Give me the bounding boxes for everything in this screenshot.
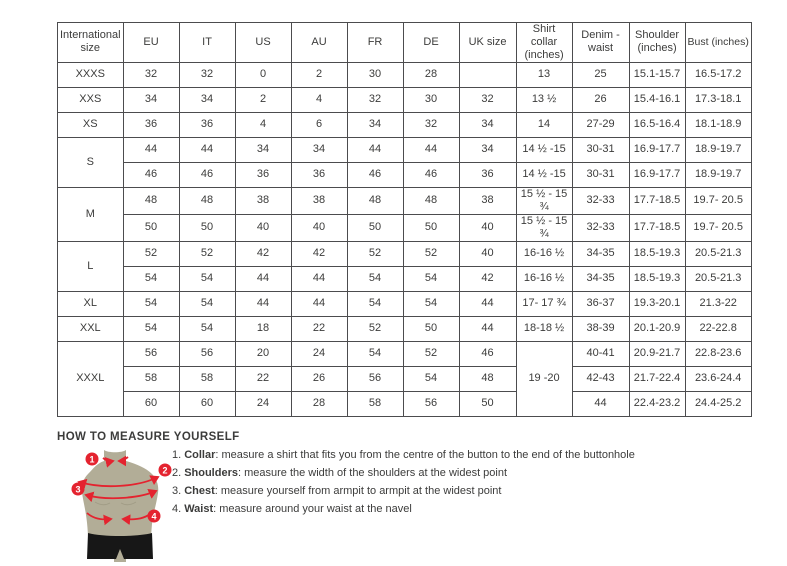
table-cell: 48 [403, 187, 459, 214]
table-cell: 22 [235, 366, 291, 391]
table-cell: 32 [179, 62, 235, 87]
table-cell: 14 [516, 112, 572, 137]
table-cell: 17.7-18.5 [629, 187, 685, 214]
table-cell: 18.9-19.7 [685, 162, 751, 187]
table-row [58, 137, 752, 162]
measure-step-collar [172, 449, 635, 462]
table-cell: 19.7- 20.5 [685, 214, 751, 241]
table-cell: 52 [123, 241, 179, 266]
table-cell: 20.5-21.3 [685, 266, 751, 291]
table-cell: 13 [516, 62, 572, 87]
table-cell: 32 [347, 87, 403, 112]
table-cell: 24.4-25.2 [685, 391, 751, 416]
table-cell: 56 [403, 391, 459, 416]
table-cell: 58 [179, 366, 235, 391]
table-row [58, 87, 752, 112]
table-cell: 36 [179, 112, 235, 137]
table-row [58, 316, 752, 341]
table-row [58, 187, 752, 214]
table-cell: 44 [347, 137, 403, 162]
table-cell: 16.5-17.2 [685, 62, 751, 87]
table-cell: 38 [459, 187, 516, 214]
table-cell: 18.5-19.3 [629, 266, 685, 291]
table-cell: 19.3-20.1 [629, 291, 685, 316]
table-cell: 34-35 [572, 241, 629, 266]
table-cell: 15 ½ - 15 ¾ [516, 187, 572, 214]
table-cell: 50 [459, 391, 516, 416]
table-cell: 56 [123, 341, 179, 366]
step-number: 2. [172, 467, 182, 479]
table-cell: 50 [403, 214, 459, 241]
table-cell: XXXS [58, 62, 124, 87]
table-cell: 4 [235, 112, 291, 137]
table-cell: 46 [459, 341, 516, 366]
table-cell: 48 [123, 187, 179, 214]
table-cell: 48 [347, 187, 403, 214]
table-cell: 44 [123, 137, 179, 162]
column-header: International size [58, 23, 124, 63]
table-cell: 54 [347, 266, 403, 291]
step-number: 4. [172, 503, 182, 515]
table-cell: 40 [291, 214, 347, 241]
table-row [58, 341, 752, 366]
table-cell: 36 [459, 162, 516, 187]
table-cell: 30-31 [572, 137, 629, 162]
step-text: : measure a shirt that fits you from the centre of the button to the end of the buttonhole [215, 449, 635, 461]
table-cell: XL [58, 291, 124, 316]
table-cell: 34 [123, 87, 179, 112]
table-cell: 36 [235, 162, 291, 187]
column-header: FR [347, 23, 403, 63]
table-row [58, 366, 752, 391]
step-text: : measure the width of the shoulders at the widest point [237, 467, 508, 479]
step-label: Waist [184, 503, 214, 515]
table-header-row [58, 23, 752, 63]
table-cell: 44 [235, 266, 291, 291]
table-cell: 46 [347, 162, 403, 187]
column-header: DE [403, 23, 459, 63]
table-cell: 16.5-16.4 [629, 112, 685, 137]
table-cell: 0 [235, 62, 291, 87]
table-cell: 34 [459, 112, 516, 137]
table-cell: 32-33 [572, 187, 629, 214]
table-cell: 54 [347, 341, 403, 366]
table-cell: 52 [179, 241, 235, 266]
table-cell: 14 ½ -15 [516, 137, 572, 162]
column-header: Denim - waist [572, 23, 629, 63]
column-header: UK size [459, 23, 516, 63]
table-cell: 28 [291, 391, 347, 416]
table-cell: 15 ½ - 15 ¾ [516, 214, 572, 241]
table-cell: 18-18 ½ [516, 316, 572, 341]
table-cell: 34 [235, 137, 291, 162]
table-cell: 54 [403, 266, 459, 291]
table-cell: 52 [347, 241, 403, 266]
measure-point-4-number: 4 [151, 511, 157, 522]
table-cell: 44 [572, 391, 629, 416]
step-text: : measure around your waist at the navel [213, 503, 412, 515]
table-cell: 52 [403, 341, 459, 366]
table-cell: 15.1-15.7 [629, 62, 685, 87]
table-cell: 22-22.8 [685, 316, 751, 341]
table-cell: 34-35 [572, 266, 629, 291]
table-cell: 52 [403, 241, 459, 266]
table-cell: 22 [291, 316, 347, 341]
measure-instructions [172, 449, 635, 521]
table-cell: 32 [123, 62, 179, 87]
step-label: Collar [184, 449, 216, 461]
table-cell: 54 [123, 291, 179, 316]
table-cell: 6 [291, 112, 347, 137]
table-cell: 44 [403, 137, 459, 162]
table-cell: 27-29 [572, 112, 629, 137]
column-header: IT [179, 23, 235, 63]
table-cell: 40 [459, 241, 516, 266]
table-cell: 42 [291, 241, 347, 266]
table-cell: 50 [123, 214, 179, 241]
table-cell [459, 62, 516, 87]
table-cell: 22.8-23.6 [685, 341, 751, 366]
column-header: Bust (inches) [685, 23, 751, 63]
table-row [58, 391, 752, 416]
table-cell: 38 [291, 187, 347, 214]
table-cell: 32 [403, 112, 459, 137]
table-cell: 42-43 [572, 366, 629, 391]
table-cell: 32-33 [572, 214, 629, 241]
table-cell: 18.9-19.7 [685, 137, 751, 162]
measure-section-title: HOW TO MEASURE YOURSELF [57, 431, 240, 443]
table-cell: 13 ½ [516, 87, 572, 112]
step-label: Shoulders [184, 467, 238, 479]
table-cell: 18.5-19.3 [629, 241, 685, 266]
measure-point-2-number: 2 [162, 465, 168, 476]
table-cell: 54 [123, 266, 179, 291]
table-cell: 50 [347, 214, 403, 241]
table-row [58, 241, 752, 266]
table-row [58, 291, 752, 316]
table-cell: 18 [235, 316, 291, 341]
table-cell: 20.5-21.3 [685, 241, 751, 266]
column-header: Shirt collar (inches) [516, 23, 572, 63]
step-label: Chest [184, 485, 215, 497]
table-row [58, 266, 752, 291]
table-cell: 60 [179, 391, 235, 416]
table-cell: 22.4-23.2 [629, 391, 685, 416]
table-cell: 54 [347, 291, 403, 316]
table-cell: XXS [58, 87, 124, 112]
table-cell: 36 [291, 162, 347, 187]
table-cell: 30 [403, 87, 459, 112]
table-cell: 26 [291, 366, 347, 391]
measure-point-3-number: 3 [75, 484, 81, 495]
measure-point-1-number: 1 [89, 454, 95, 465]
table-cell: 2 [235, 87, 291, 112]
measure-step-waist [172, 503, 635, 516]
table-cell: 54 [179, 316, 235, 341]
table-cell: 34 [291, 137, 347, 162]
measure-step-shoulders [172, 467, 635, 480]
step-number: 1. [172, 449, 182, 461]
table-cell: XXXL [58, 341, 124, 416]
table-cell: 23.6-24.4 [685, 366, 751, 391]
table-cell: 24 [291, 341, 347, 366]
table-cell: 54 [403, 291, 459, 316]
table-cell: 25 [572, 62, 629, 87]
table-cell: 46 [179, 162, 235, 187]
table-cell: 50 [179, 214, 235, 241]
table-cell: 34 [459, 137, 516, 162]
table-cell: S [58, 137, 124, 187]
table-row [58, 62, 752, 87]
column-header: AU [291, 23, 347, 63]
table-cell: 44 [459, 291, 516, 316]
table-cell: 20 [235, 341, 291, 366]
table-cell: 52 [347, 316, 403, 341]
table-cell: 48 [459, 366, 516, 391]
table-cell: 44 [179, 137, 235, 162]
table-cell: L [58, 241, 124, 291]
table-cell: 30 [347, 62, 403, 87]
table-cell: 56 [347, 366, 403, 391]
table-cell: 28 [403, 62, 459, 87]
table-cell: 16.9-17.7 [629, 137, 685, 162]
table-cell: 16.9-17.7 [629, 162, 685, 187]
table-cell: 21.7-22.4 [629, 366, 685, 391]
table-cell: 54 [403, 366, 459, 391]
table-cell: XS [58, 112, 124, 137]
table-cell: 34 [347, 112, 403, 137]
table-cell: 19 -20 [516, 341, 572, 416]
table-cell: 38 [235, 187, 291, 214]
table-cell: 58 [123, 366, 179, 391]
table-cell: 4 [291, 87, 347, 112]
table-cell: 20.1-20.9 [629, 316, 685, 341]
step-text: : measure yourself from armpit to armpit at the widest point [214, 485, 502, 497]
table-cell: 56 [179, 341, 235, 366]
table-cell: 14 ½ -15 [516, 162, 572, 187]
table-cell: 17- 17 ¾ [516, 291, 572, 316]
table-cell: 17.3-18.1 [685, 87, 751, 112]
table-cell: 34 [179, 87, 235, 112]
column-header: EU [123, 23, 179, 63]
table-row [58, 214, 752, 241]
measure-step-chest [172, 485, 635, 498]
table-cell: 42 [235, 241, 291, 266]
table-cell: 58 [347, 391, 403, 416]
table-cell: 40 [459, 214, 516, 241]
table-cell: 40 [235, 214, 291, 241]
size-chart-table [57, 22, 752, 417]
table-cell: 15.4-16.1 [629, 87, 685, 112]
table-cell: 30-31 [572, 162, 629, 187]
table-cell: 18.1-18.9 [685, 112, 751, 137]
table-row [58, 112, 752, 137]
table-cell: 19.7- 20.5 [685, 187, 751, 214]
table-cell: XXL [58, 316, 124, 341]
table-cell: 46 [403, 162, 459, 187]
table-cell: 38-39 [572, 316, 629, 341]
measurement-figure [58, 446, 175, 564]
table-cell: 36 [123, 112, 179, 137]
table-cell: 54 [179, 266, 235, 291]
column-header: US [235, 23, 291, 63]
table-cell: 16-16 ½ [516, 266, 572, 291]
table-cell: 44 [235, 291, 291, 316]
table-cell: 26 [572, 87, 629, 112]
table-cell: 2 [291, 62, 347, 87]
table-cell: 16-16 ½ [516, 241, 572, 266]
table-cell: 17.7-18.5 [629, 214, 685, 241]
table-cell: 21.3-22 [685, 291, 751, 316]
table-cell: 44 [459, 316, 516, 341]
table-cell: 44 [291, 266, 347, 291]
table-cell: 24 [235, 391, 291, 416]
table-row [58, 162, 752, 187]
table-cell: 36-37 [572, 291, 629, 316]
table-cell: 48 [179, 187, 235, 214]
table-cell: 32 [459, 87, 516, 112]
table-cell: 42 [459, 266, 516, 291]
table-cell: 54 [123, 316, 179, 341]
table-cell: 60 [123, 391, 179, 416]
table-cell: 54 [179, 291, 235, 316]
step-number: 3. [172, 485, 182, 497]
table-cell: M [58, 187, 124, 241]
table-cell: 44 [291, 291, 347, 316]
table-cell: 50 [403, 316, 459, 341]
column-header: Shoulder (inches) [629, 23, 685, 63]
table-cell: 20.9-21.7 [629, 341, 685, 366]
table-cell: 46 [123, 162, 179, 187]
table-cell: 40-41 [572, 341, 629, 366]
